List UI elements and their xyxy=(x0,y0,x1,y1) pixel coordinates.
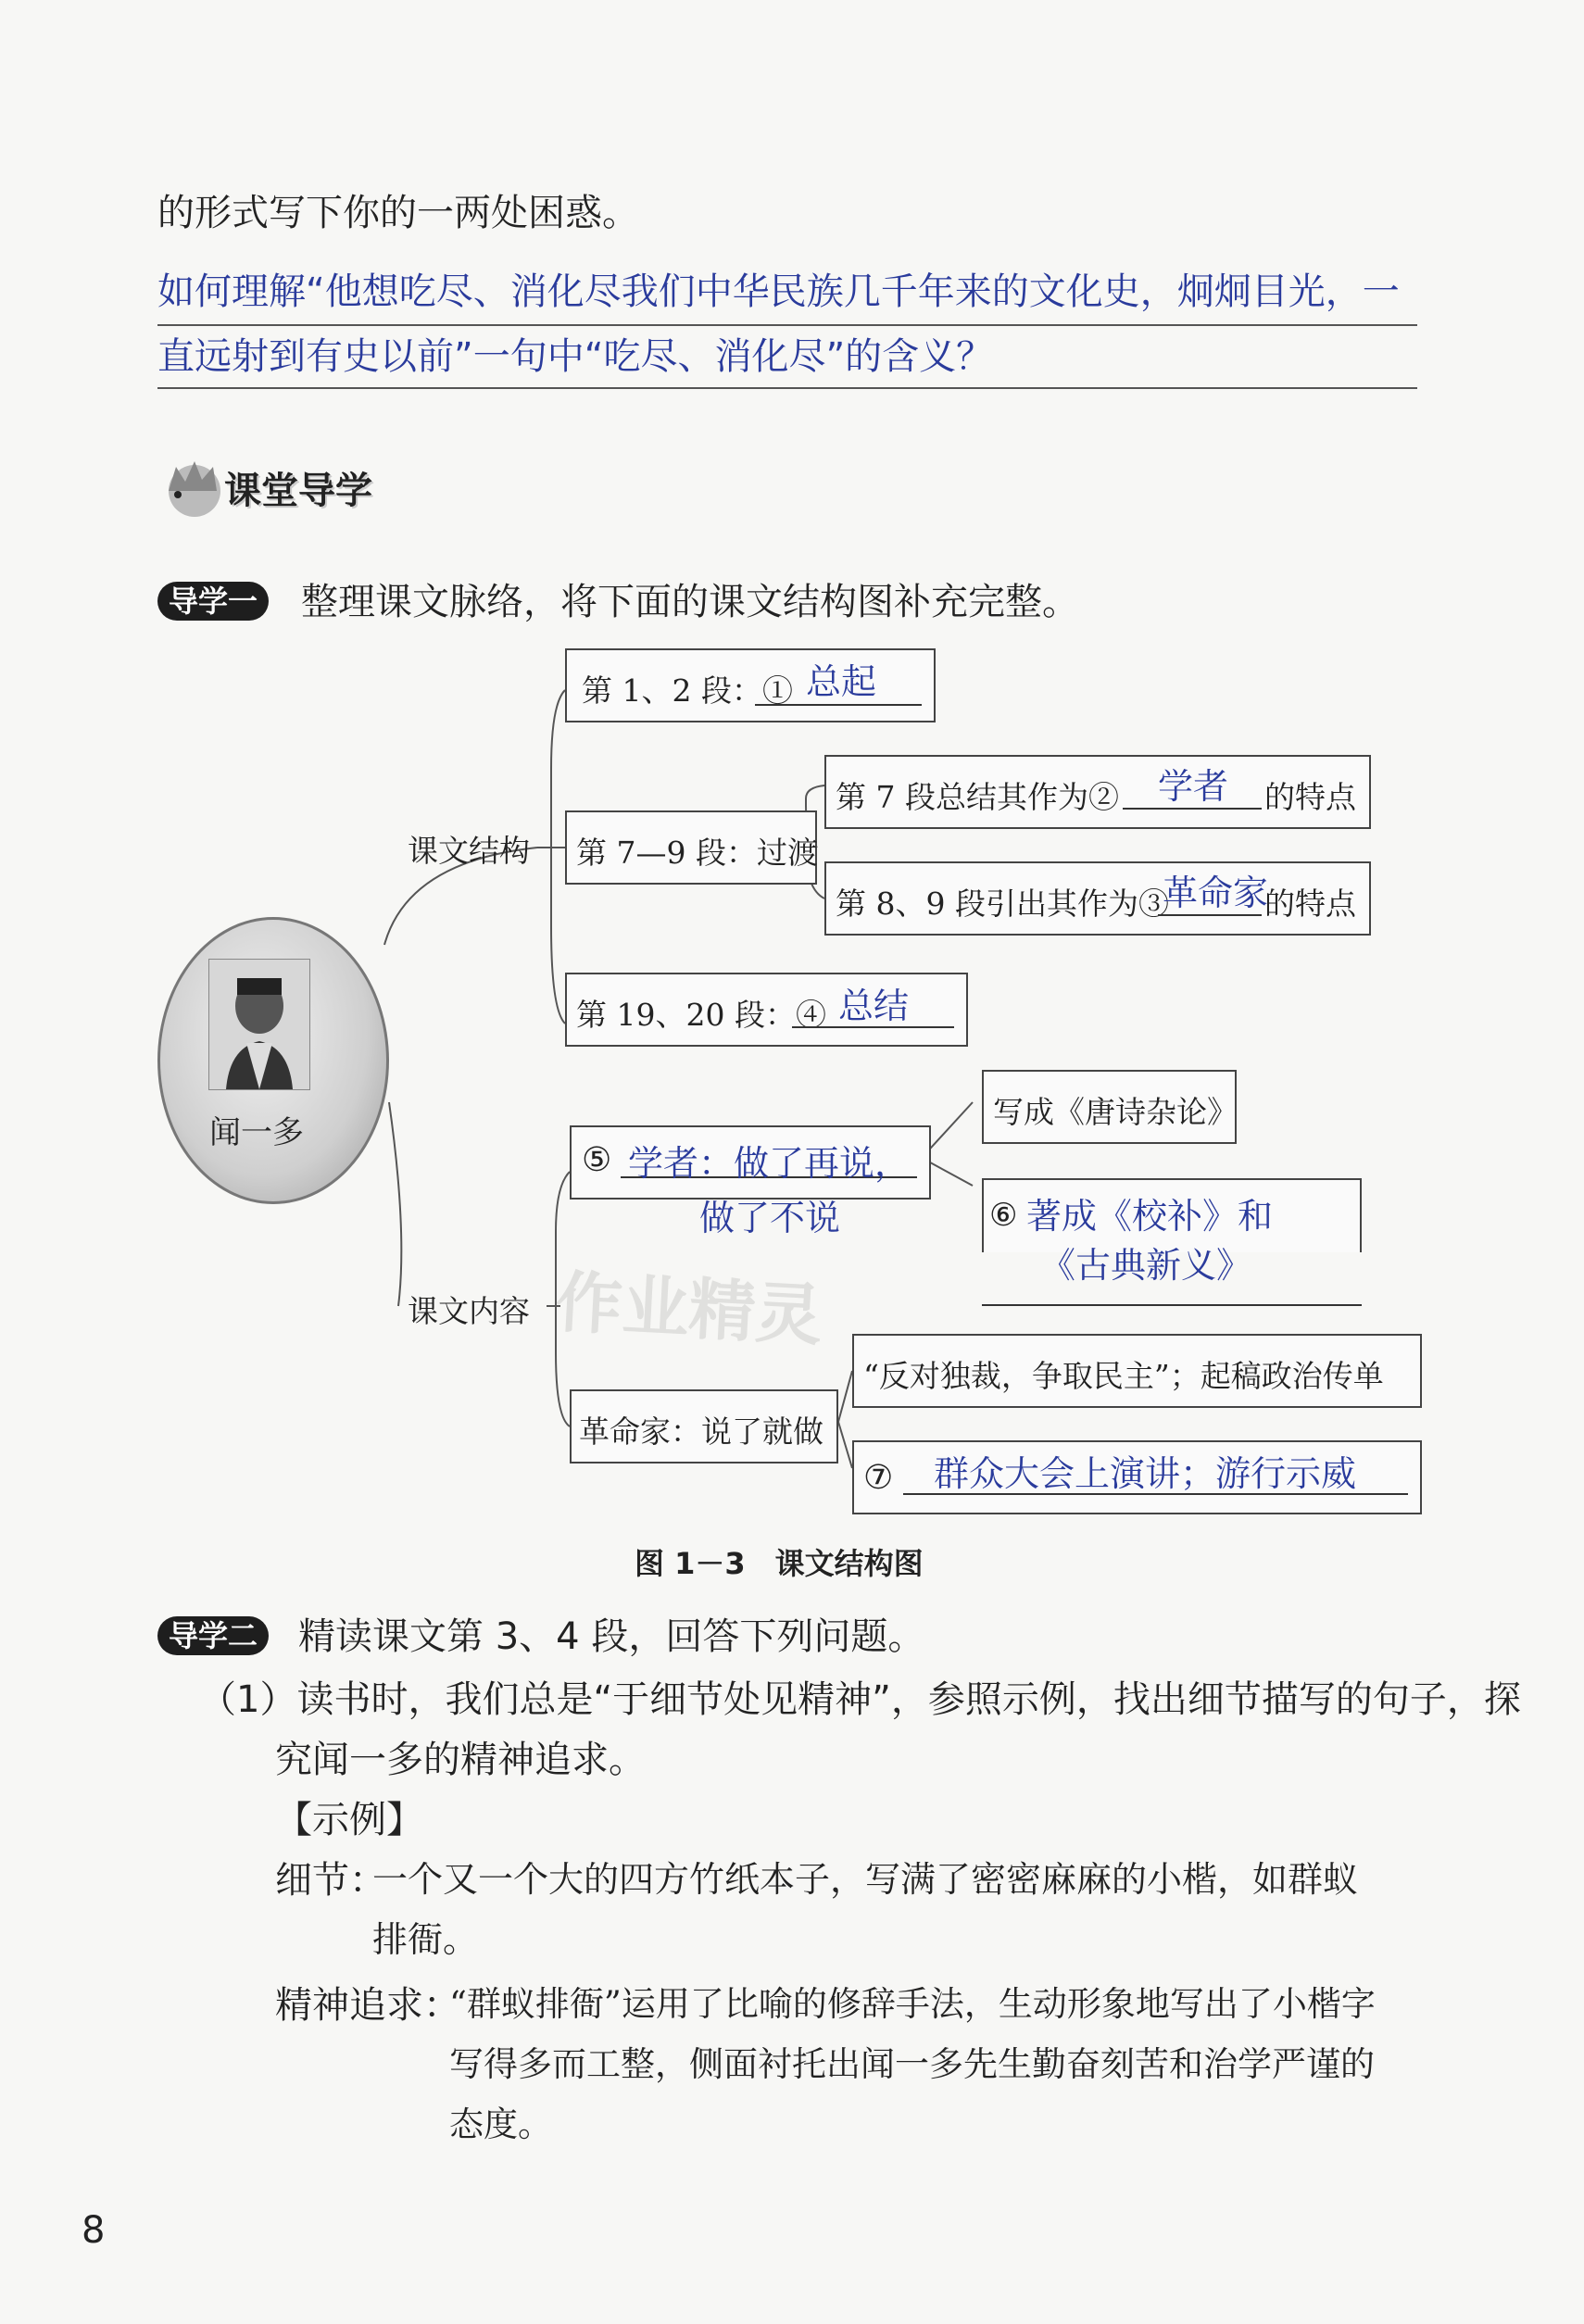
node-tang-poetry-label: 写成《唐诗杂论》 xyxy=(993,1094,1238,1130)
answer-5-line-1: 学者：做了再说， xyxy=(628,1143,911,1184)
watermark: 作业精灵 xyxy=(553,1262,824,1355)
intro-line: 的形式写下你的一两处困惑。 xyxy=(157,192,639,234)
guide1-instruction: 整理课文脉络，将下面的课文结构图补充完整。 xyxy=(301,581,1079,623)
spirit-line-3: 态度。 xyxy=(449,2104,552,2144)
answer-1: 总起 xyxy=(806,661,877,702)
blank-6 xyxy=(982,1304,1362,1306)
detail-line-1: 一个又一个大的四方竹纸本子，写满了密密麻麻的小楷，如群蚁 xyxy=(372,1859,1359,1900)
node-paragraphs-8-9-suffix: 的特点 xyxy=(1264,886,1356,922)
detail-line-2: 排衙。 xyxy=(372,1919,479,1960)
answer-line-2: 直远射到有史以前”一句中“吃尽、消化尽”的含义？ xyxy=(157,335,994,378)
node-paragraphs-8-9-label: 第 8、9 段引出其作为③ xyxy=(836,886,1169,922)
node-paragraphs-19-20-label: 第 19、20 段：④ xyxy=(576,997,826,1033)
answer-line-1: 如何理解“他想吃尽、消化尽我们中华民族几千年来的文化史，炯炯目光，一 xyxy=(157,270,1400,313)
figure-caption: 图 1－3 课文结构图 xyxy=(635,1546,924,1581)
guide1-badge: 导学一 xyxy=(157,582,269,621)
branch-content-label: 课文内容 xyxy=(408,1293,530,1329)
circle-6: ⑥ xyxy=(989,1197,1018,1234)
answer-4: 总结 xyxy=(838,986,910,1026)
node-slogan-label: “反对独裁，争取民主”；起稿政治传单 xyxy=(863,1358,1384,1394)
example-label: 【示例】 xyxy=(275,1799,423,1841)
spirit-label: 精神追求： xyxy=(275,1984,460,2027)
answer-7: 群众大会上演讲；游行示威 xyxy=(934,1453,1357,1494)
node-paragraph-7-suffix: 的特点 xyxy=(1264,779,1356,815)
node-revolutionary-label: 革命家：说了就做 xyxy=(579,1413,823,1450)
node-paragraphs-1-2-label: 第 1、2 段：① xyxy=(582,672,793,709)
portrait-label: 闻一多 xyxy=(209,1114,304,1151)
page-number: 8 xyxy=(82,2209,106,2252)
node-paragraphs-7-9-label: 第 7—9 段：过渡 xyxy=(576,835,818,871)
answer-2: 学者 xyxy=(1158,766,1229,807)
question-1-line-2: 究闻一多的精神追求。 xyxy=(275,1739,646,1781)
guide2-badge: 导学二 xyxy=(157,1616,269,1655)
circle-7: ⑦ xyxy=(863,1459,894,1497)
portrait-photo xyxy=(208,959,310,1090)
spirit-line-1: “群蚁排衙”运用了比喻的修辞手法，生动形象地写出了小楷字 xyxy=(449,1984,1376,2024)
detail-label: 细节： xyxy=(275,1859,386,1902)
spirit-line-2: 写得多而工整，侧面衬托出闻一多先生勤奋刻苦和治学严谨的 xyxy=(449,2044,1375,2084)
portrait-icon xyxy=(209,960,309,1089)
circle-5: ⑤ xyxy=(582,1141,612,1179)
answer-6-line-1: 著成《校补》和 xyxy=(1026,1196,1274,1237)
blank-1 xyxy=(755,704,922,706)
answer-3: 革命家 xyxy=(1163,873,1269,913)
answer-6-line-2: 《古典新义》 xyxy=(1040,1245,1252,1286)
node-paragraph-7-label: 第 7 段总结其作为② xyxy=(836,779,1119,815)
branch-structure-label: 课文结构 xyxy=(408,833,530,869)
question-1-line-1: （1）读书时，我们总是“于细节处见精神”，参照示例，找出细节描写的句子，探 xyxy=(199,1678,1521,1721)
guide2-instruction: 精读课文第 3、4 段，回答下列问题。 xyxy=(298,1615,925,1658)
section-title: 课堂导学 xyxy=(224,470,372,512)
answer-5-line-2: 做了不说 xyxy=(699,1198,841,1238)
